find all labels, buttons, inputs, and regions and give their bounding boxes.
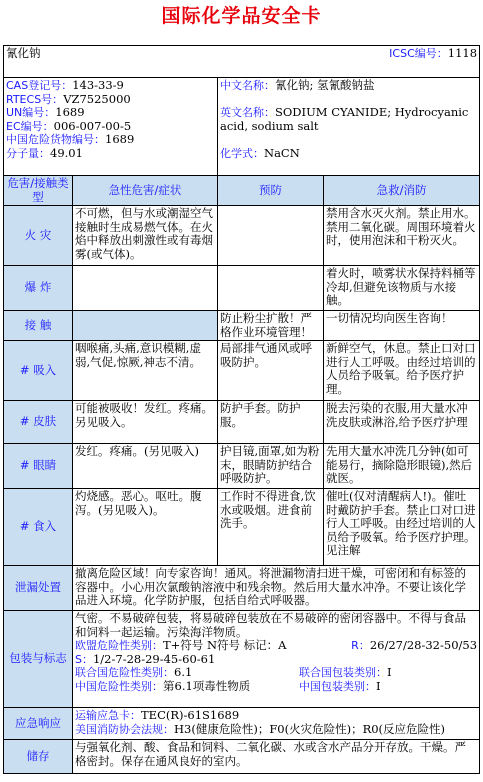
row-contact-acute (73, 311, 218, 341)
row-contact-type: 接 触 (4, 311, 73, 341)
identifier-row (4, 78, 480, 176)
identifier-block: CAS登记号：143-33-9 RTECS号：VZ7525000 UN编号：1689 EC编号：006-007-00-5 中国危险货物编号：1689 分子量：49.01 (4, 78, 218, 176)
row-eyes-prevent: 护目镜,面罩,如为粉末，眼睛防护结合呼吸防护。 (218, 444, 324, 489)
row-inhalation (4, 341, 480, 401)
row-contact-aid: 一切情况均向医生咨询！ (324, 311, 480, 341)
row-fire (4, 206, 480, 266)
name-block: 中文名称：氰化钠; 氢氰酸钠盐 英文名称：SODIUM CYANIDE; Hydrocyanic acid, sodium salt 化学式：NaCN (218, 78, 480, 176)
packaging-s: S：1/2-7-28-29-45-60-61 (75, 651, 216, 666)
row-ingestion-aid: 催吐(仅对清醒病人!)。催吐时戴防护手套。禁止口对口进行人工呼吸。由经过培训的人员给予吸氧。给予医疗护理。见注解 (324, 489, 480, 566)
col-type-header: 危害/接触类型 (4, 176, 73, 206)
row-fire-acute: 不可燃，但与水或潮湿空气接触时生成易燃气体。在火焰中释放出刺激性或有毒烟雾(或气体)。 (73, 206, 218, 266)
packaging-text: 气密。不易破碎包装，将易破碎包装放在不易破碎的密闭容器中。不得与食品和饲料一起运输。污染海洋物质。 (75, 611, 466, 639)
col-aid-header: 急救/消防 (324, 176, 480, 206)
row-explosion-prevent (218, 266, 324, 311)
row-eyes-aid: 先用大量水冲洗几分钟(如可能易行，摘除隐形眼镜),然后就医。 (324, 444, 480, 489)
packaging-eu: 欧盟危险性类别：T+符号 N符号 标记：A R：26/27/28-32-50/53 (75, 638, 478, 652)
row-explosion (4, 266, 480, 311)
column-header-row (4, 176, 480, 206)
row-ingestion-acute: 灼烧感。恶心。呕吐。腹泻。(另见吸入)。 (73, 489, 218, 566)
row-emergency (4, 708, 480, 740)
row-fire-type: 火 灾 (4, 206, 73, 266)
packaging-block (73, 611, 480, 708)
safety-card-table (3, 45, 480, 774)
row-skin (4, 401, 480, 444)
row-explosion-aid: 着火时，喷雾状水保持料桶等冷却,但避免该物质与水接触。 (324, 266, 480, 311)
emergency-block: 运输应急卡：TEC(R)-61S1689 美国消防协会法规：H3(健康危险性)；F0(火灾危险性)；R0(反应危险性) (73, 708, 480, 740)
chemical-name: 氰化钠 (4, 46, 218, 78)
row-explosion-acute (73, 266, 218, 311)
row-skin-acute: 可能被吸收！发红。疼痛。另见吸入。 (73, 401, 218, 444)
row-eyes-acute: 发红。疼痛。(另见吸入) (73, 444, 218, 489)
spill-label: 泄漏处置 (4, 566, 73, 611)
storage-text: 与强氧化剂、酸、食品和饲料、二氧化碳、水或含水产品分开存放。干燥。严格密封。保存在通风良好的室内。 (73, 740, 480, 774)
row-storage (4, 740, 480, 774)
row-packaging (4, 611, 480, 708)
col-acute-header: 急性危害/症状 (73, 176, 218, 206)
row-spill (4, 566, 480, 611)
row-inhalation-type: # 吸入 (4, 341, 73, 401)
row-ingestion (4, 489, 480, 566)
packaging-un: 联合国危险性类别：6.1 联合国包装类别：I (75, 665, 392, 679)
card-title: 国际化学品安全卡 (161, 5, 322, 27)
row-inhalation-acute: 咽喉痛,头痛,意识模糊,虚弱,气促,惊厥,神志不清。 (73, 341, 218, 401)
row-contact-prevent: 防止粉尘扩散！严格作业环境管理！ (218, 311, 324, 341)
row-skin-aid: 脱去污染的衣服,用大量水冲洗皮肤或淋浴,给予医疗护理 (324, 401, 480, 444)
row-ingestion-prevent: 工作时不得进食,饮水或吸烟。进食前洗手。 (218, 489, 324, 566)
row-explosion-type: 爆 炸 (4, 266, 73, 311)
row-skin-prevent: 防护手套。防护服。 (218, 401, 324, 444)
row-ingestion-type: # 食入 (4, 489, 73, 566)
icsc-number: ICSC编号：1118 (218, 46, 480, 78)
emergency-label: 应急响应 (4, 708, 73, 740)
row-fire-prevent (218, 206, 324, 266)
row-contact (4, 311, 480, 341)
row-inhalation-prevent: 局部排气通风或呼吸防护。 (218, 341, 324, 401)
name-row (4, 46, 480, 78)
packaging-cn: 中国危险性类别：第6.1项毒性物质 中国包装类别：I (75, 678, 381, 693)
col-prevent-header: 预防 (218, 176, 324, 206)
row-skin-type: # 皮肤 (4, 401, 73, 444)
row-fire-aid: 禁用含水灭火剂。禁止用水。禁用二氧化碳。周围环境着火时，使用泡沫和干粉灭火。 (324, 206, 480, 266)
storage-label: 储存 (4, 740, 73, 774)
row-inhalation-aid: 新鲜空气，休息。禁止口对口进行人工呼吸。由经过培训的人员给予吸氧。给予医疗护理。 (324, 341, 480, 401)
row-eyes (4, 444, 480, 489)
row-eyes-type: # 眼睛 (4, 444, 73, 489)
packaging-label: 包装与标志 (4, 611, 73, 708)
spill-text: 撤离危险区域！向专家咨询！通风。将泄漏物清扫进干燥，可密闭和有标签的容器中。小心用次氯酸钠溶液中和残余物。然后用大量水冲净。不要让该化学品进入环境。化学防护服，包括自给式呼吸器。 (73, 566, 480, 611)
